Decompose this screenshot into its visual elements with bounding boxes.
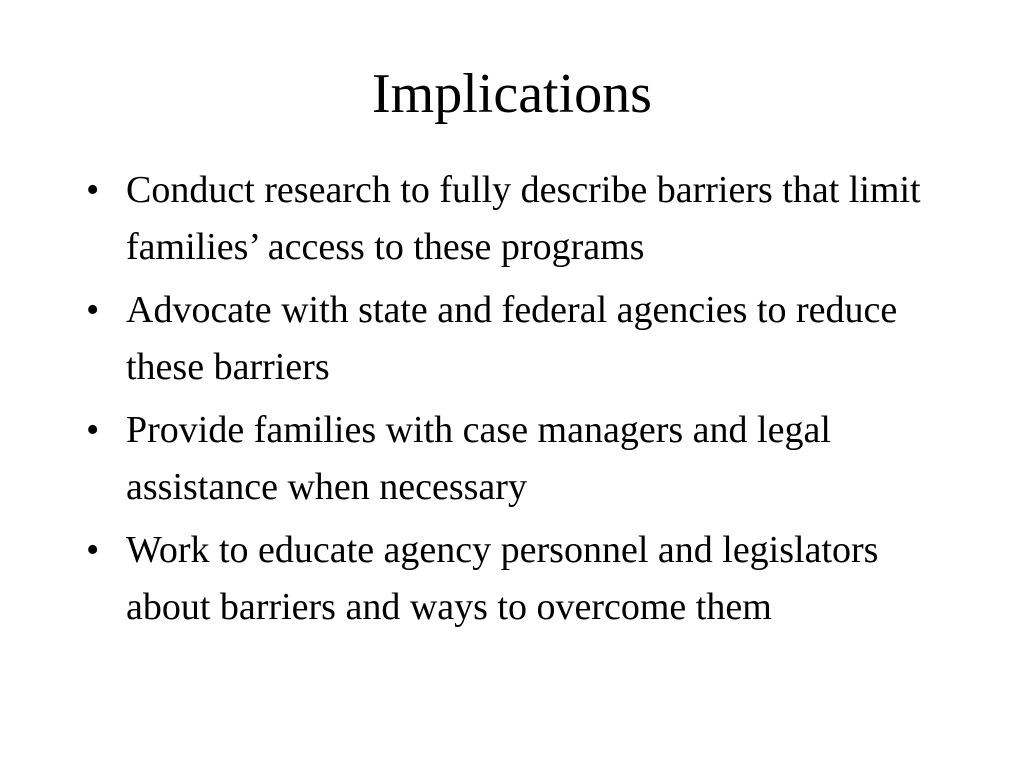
slide-title: Implications — [372, 63, 652, 125]
bullet-icon: • — [86, 409, 100, 451]
bullet-text: Advocate with state and federal agencies to reduce these barriers — [126, 289, 898, 388]
bullet-item — [86, 522, 946, 636]
bullet-text: Provide families with case managers and legal assistance when necessary — [126, 409, 831, 508]
bullet-icon: • — [86, 289, 100, 331]
bullet-item — [86, 162, 946, 276]
bullet-list — [86, 162, 946, 642]
bullet-text: Work to educate agency personnel and legislators about barriers and ways to overcome them — [126, 529, 879, 628]
bullet-item — [86, 282, 946, 396]
bullet-item — [86, 402, 946, 516]
bullet-icon: • — [86, 529, 100, 571]
bullet-text: Conduct research to fully describe barriers that limit families’ access to these programs — [126, 169, 921, 268]
bullet-icon: • — [86, 169, 100, 211]
